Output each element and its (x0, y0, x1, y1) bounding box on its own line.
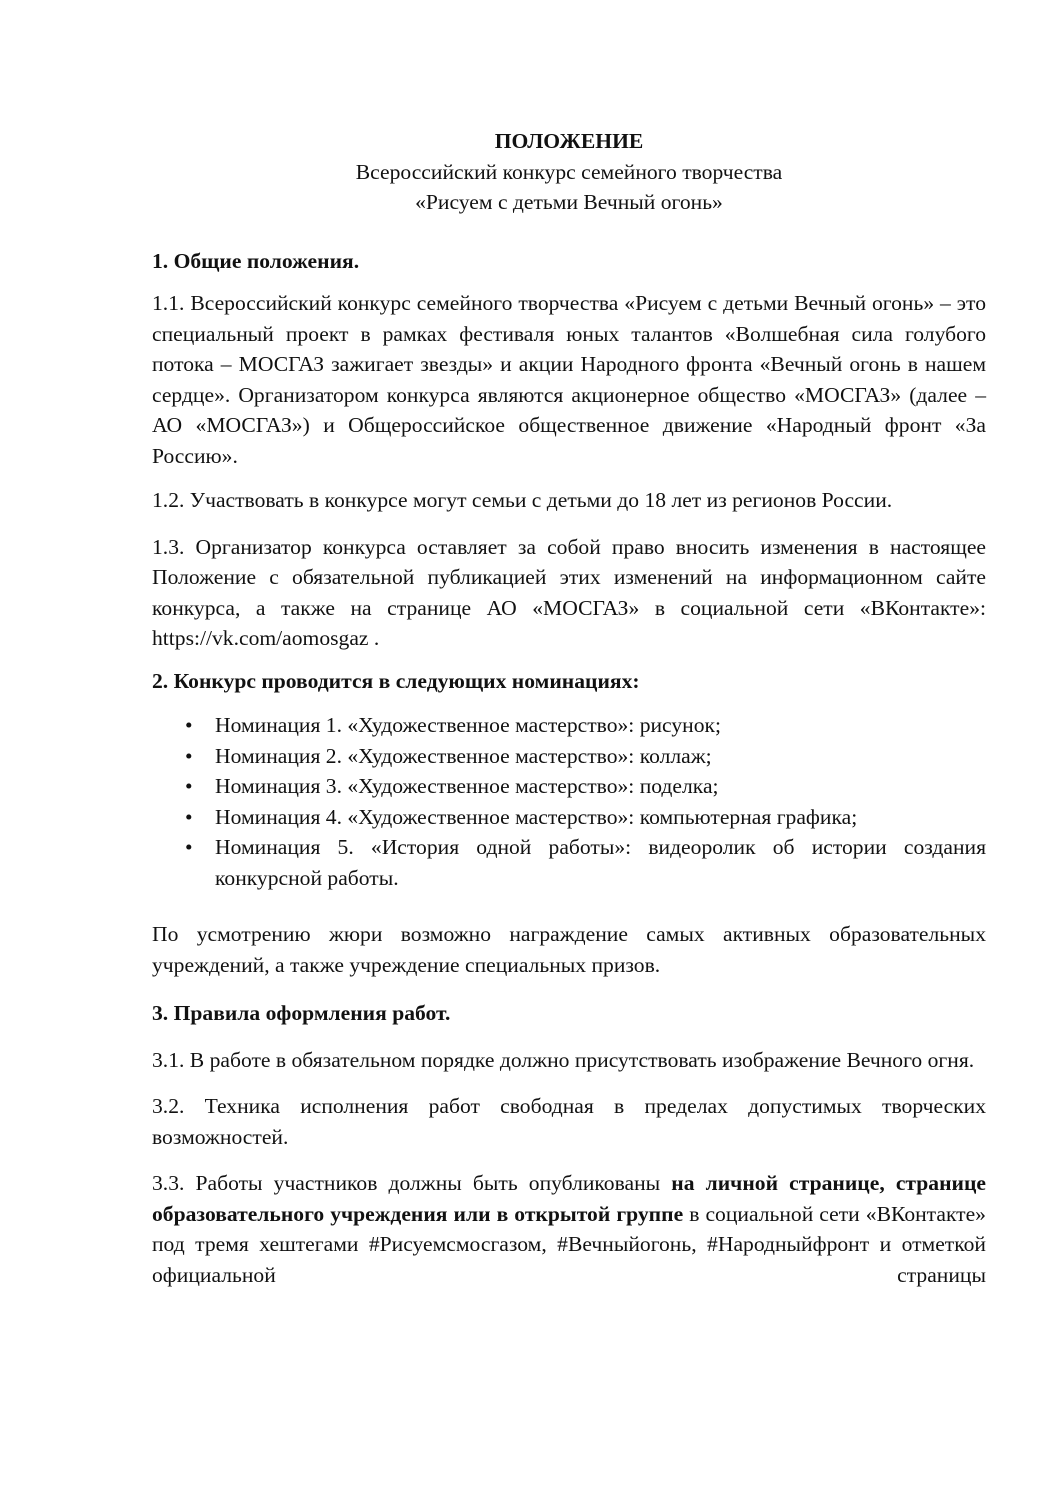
nomination-text: Номинация 2. «Художественное мастерство»: коллаж; (215, 743, 712, 768)
nomination-item (152, 771, 986, 802)
section-1-heading: 1. Общие положения. (152, 248, 360, 273)
section-3-paragraph-3-2: 3.2. Техника исполнения работ свободная в пределах допустимых творческих возможностей. (152, 1094, 986, 1149)
section-2-heading: 2. Конкурс проводится в следующих номинациях: (152, 668, 640, 693)
nomination-text: Номинация 1. «Художественное мастерство»: рисунок; (215, 713, 721, 737)
paragraph-3-3-end: в социальной сети «ВКонтакте» под тремя хештегами #Рисуемсмосгазом, #Вечныйогонь, #Народныйфронт и отметкой официальной страницы (152, 1201, 986, 1287)
bullet-icon: • (185, 713, 193, 737)
paragraph-3-3-start: 3.3. Работы участников должны быть опубликованы (152, 1171, 672, 1195)
bullet-icon: • (185, 804, 193, 829)
section-1-paragraph-1-2: 1.2. Участвовать в конкурсе могут семьи с детьми до 18 лет из регионов России. (152, 488, 893, 512)
document-subtitle-line-1: Всероссийский конкурс семейного творчества (355, 159, 783, 184)
bullet-icon: • (185, 835, 193, 859)
nomination-item (152, 710, 986, 741)
section-1-paragraph-1-3: 1.3. Организатор конкурса оставляет за собой право вносить изменения в настоящее Положение с обязательной публикацией этих изменений на информационном сайте конкурса, а также на странице АО «МОСГАЗ» в социальной сети «ВКонтакте»: https://vk.com/aomosgaz . (152, 534, 986, 650)
document-page (152, 126, 986, 1290)
nomination-item (152, 802, 986, 833)
nomination-item (152, 832, 986, 893)
nomination-text: Номинация 3. «Художественное мастерство»: поделка; (215, 774, 719, 798)
document-header (152, 126, 986, 218)
section-3-heading: 3. Правила оформления работ. (152, 1001, 451, 1025)
section-1-paragraph-1-1: 1.1. Всероссийский конкурс семейного творчества «Рисуем с детьми Вечный огонь» – это специальный проект в рамках фестиваля юных талантов «Волшебная сила голубого потока – МОСГАЗ зажигает звезды» и акции Народного фронта «Вечный огонь в нашем сердце». Организатором конкурса являются акционерное общество «МОСГАЗ» (далее – АО «МОСГАЗ») и Общероссийское общественное движение «Народный фронт «За Россию». (152, 291, 986, 468)
section-3-paragraph-3-1: 3.1. В работе в обязательном порядке должно присутствовать изображение Вечного огня. (152, 1047, 975, 1072)
document-subtitle-line-2: «Рисуем с детьми Вечный огонь» (415, 190, 723, 214)
section-3-paragraph-3-3 (152, 1168, 986, 1290)
bullet-icon: • (185, 774, 193, 798)
paragraph-3-3-bold: на личной странице, странице образовательного учреждения или в открытой группе (152, 1171, 987, 1226)
nominations-list (152, 710, 986, 893)
nomination-item (152, 741, 986, 772)
document-title: ПОЛОЖЕНИЕ (494, 129, 644, 153)
bullet-icon: • (185, 743, 193, 768)
nomination-text: Номинация 4. «Художественное мастерство»: компьютерная графика; (215, 804, 858, 829)
section-2-note: По усмотрению жюри возможно награждение самых активных образовательных учреждений, а также учреждение специальных призов. (152, 922, 986, 977)
nomination-text: Номинация 5. «История одной работы»: видеоролик об истории создания конкурсной работы. (215, 835, 986, 890)
